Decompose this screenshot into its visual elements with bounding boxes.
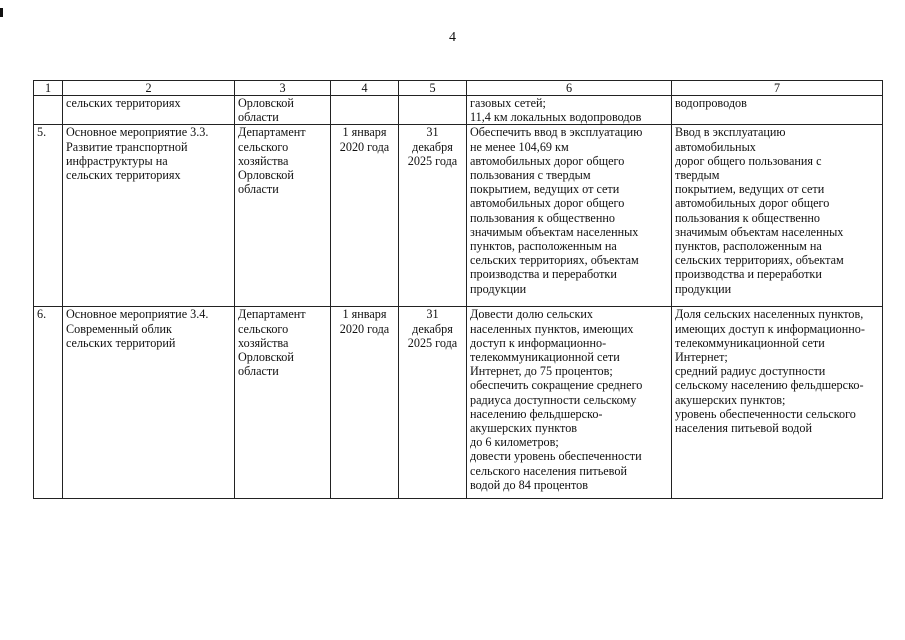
end-date-cell: 31 декабря 2025 года (399, 125, 467, 307)
program-activities-table (33, 80, 883, 499)
indicator-cell: водопроводов (672, 96, 883, 125)
expected-result-cell: газовых сетей; 11,4 км локальных водопроводов (467, 96, 672, 125)
end-date-cell (399, 96, 467, 125)
executor-cell: Орловской области (235, 96, 331, 125)
column-number: 6 (467, 81, 672, 96)
column-number: 4 (331, 81, 399, 96)
expected-result-cell: Довести долю сельских населенных пунктов, имеющих доступ к информационно- телекоммуникационной сети Интернет, до 75 процентов; обеспечить сокращение среднего радиуса доступности сельскому населению фельдшерско- акушерских пунктов до 6 километров; довести уровень обеспеченности сельского населения питьевой водой до 84 процентов (467, 307, 672, 499)
row-number-cell: 6. (34, 307, 63, 499)
start-date-cell: 1 января 2020 года (331, 125, 399, 307)
scan-edge-mark (0, 8, 3, 17)
row-number-cell (34, 96, 63, 125)
column-number-row (34, 81, 883, 96)
column-number: 5 (399, 81, 467, 96)
row-number-cell: 5. (34, 125, 63, 307)
column-number: 3 (235, 81, 331, 96)
start-date-cell (331, 96, 399, 125)
table-row (34, 96, 883, 125)
executor-cell: Департамент сельского хозяйства Орловской области (235, 125, 331, 307)
activity-name-cell: Основное мероприятие 3.3. Развитие транспортной инфраструктуры на сельских территориях (63, 125, 235, 307)
page-number: 4 (449, 30, 456, 45)
column-number: 7 (672, 81, 883, 96)
activity-name-cell: сельских территориях (63, 96, 235, 125)
table-row (34, 125, 883, 307)
activity-name-cell: Основное мероприятие 3.4. Современный облик сельских территорий (63, 307, 235, 499)
column-number: 2 (63, 81, 235, 96)
column-number: 1 (34, 81, 63, 96)
start-date-cell: 1 января 2020 года (331, 307, 399, 499)
end-date-cell: 31 декабря 2025 года (399, 307, 467, 499)
expected-result-cell: Обеспечить ввод в эксплуатацию не менее 104,69 км автомобильных дорог общего пользования с твердым покрытием, ведущих от сети автомобильных дорог общего пользования к общественно значимым объектам населенных пунктов, расположенным на сельских территориях, объектам производства и переработки продукции (467, 125, 672, 307)
table-row (34, 307, 883, 499)
indicator-cell: Доля сельских населенных пунктов, имеющих доступ к информационно- телекоммуникационной сети Интернет; средний радиус доступности сельскому населению фельдшерско- акушерских пунктов; уровень обеспеченности сельского населения питьевой водой (672, 307, 883, 499)
indicator-cell: Ввод в эксплуатацию автомобильных дорог общего пользования с твердым покрытием, ведущих от сети автомобильных дорог общего пользования к общественно значимым объектам населенных пунктов, расположенным на сельских территориях, объектам производства и переработки продукции (672, 125, 883, 307)
executor-cell: Департамент сельского хозяйства Орловской области (235, 307, 331, 499)
